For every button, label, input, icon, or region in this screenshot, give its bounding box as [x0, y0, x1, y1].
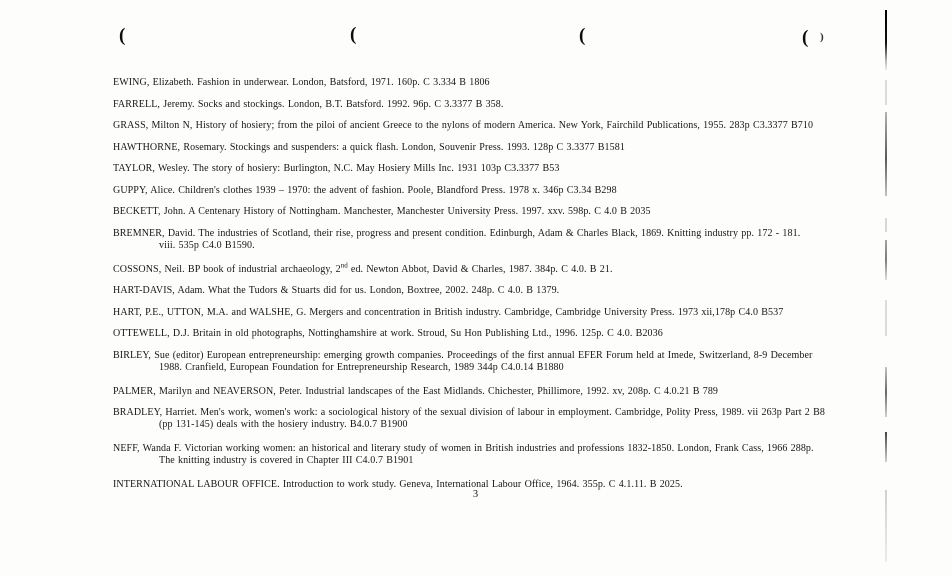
- entry-line: HAWTHORNE, Rosemary. Stockings and suspenders: a quick flash. London, Souvenir Press. 1993. 128p C 3.3377 B1581: [113, 141, 625, 153]
- bibliography-entry-palmer: [113, 386, 903, 398]
- entry-line: INTERNATIONAL LABOUR OFFICE. Introduction to work study. Geneva, International Labour Office, 1964. 355p. C 4.1.11. B 2025.: [113, 479, 683, 490]
- bibliography-entry-birley: [113, 350, 903, 374]
- bibliography-entry-taylor: [113, 163, 903, 175]
- entry-line: EWING, Elizabeth. Fashion in underwear. London, Batsford, 1971. 160p. C 3.334 B 1806: [113, 77, 490, 88]
- bibliography-entry-farrell: [113, 99, 903, 111]
- scan-paren-mark-2: (: [350, 24, 357, 45]
- bibliography-entry-ottewell: [113, 328, 903, 340]
- bibliography-entry-cossons: [113, 261, 903, 276]
- entry-line: PALMER, Marilyn and NEAVERSON, Peter. Industrial landscapes of the East Midlands. Chichester, Phillimore, 1992. xv, 208p. C 4.0.21 B 789: [113, 385, 719, 397]
- bibliography-list: [113, 77, 903, 501]
- entry-continuation-line: (pp 131-145) deals with the hosiery industry. B4.0.7 B1900: [159, 419, 408, 430]
- entry-line: BREMNER, David. The industries of Scotland, their rise, progress and present condition. Edinburgh, Adam & Charles Black, 1869. Knitting industry pp. 172 - 181.: [113, 227, 801, 239]
- entry-line: GRASS, Milton N, History of hosiery; from the piloi of ancient Greece to the nylons of modern America. New York, Fairchild Publications, 1955. 283p C3.3377 B710: [113, 120, 814, 131]
- scan-paren-mark-4: (: [802, 27, 809, 48]
- bibliography-entry-hawthorne: [113, 142, 903, 154]
- entry-line: [113, 261, 903, 276]
- ordinal-superscript: nd: [340, 261, 348, 270]
- entry-line: GUPPY, Alice. Children's clothes 1939 – 1970: the advent of fashion. Poole, Blandford Press. 1978 x. 346p C3.34 B298: [113, 184, 617, 196]
- entry-line: HART-DAVIS, Adam. What the Tudors & Stuarts did for us. London, Boxtree, 2002. 248p. C 4.0. B 1379.: [113, 285, 560, 296]
- page-edge-line-segment: [885, 10, 887, 70]
- bibliography-entry-beckett: [113, 206, 903, 218]
- bibliography-entry-grass: [113, 120, 903, 132]
- scan-paren-mark-3: (: [579, 25, 586, 46]
- entry-line: BRADLEY, Harriet. Men's work, women's work: a sociological history of the sexual division of labour in employment. Cambridge, Polity Press, 1989. vii 263p Part 2 B8: [113, 407, 825, 418]
- entry-continuation-line: The knitting industry is covered in Chapter III C4.0.7 B1901: [159, 455, 414, 466]
- scan-paren-mark-4b: ): [820, 31, 824, 43]
- scan-paren-mark-1: (: [119, 25, 126, 46]
- bibliography-entry-hart: [113, 307, 903, 319]
- page-number: 3: [472, 489, 479, 500]
- entry-continuation-line: viii. 535p C4.0 B1590.: [159, 239, 255, 251]
- bibliography-entry-hart-davis: [113, 285, 903, 297]
- entry-line: BECKETT, John. A Centenary History of Nottingham. Manchester, Manchester University Press. 1997. xxv. 598p. C 4.0 B 2035: [113, 206, 651, 217]
- entry-line: OTTEWELL, D.J. Britain in old photographs, Nottinghamshire at work. Stroud, Su Hon Publishing Ltd., 1996. 125p. C 4.0. B2036: [113, 328, 663, 339]
- bibliography-entry-ewing: [113, 77, 903, 89]
- entry-text-post: ed. Newton Abbot, David & Charles, 1987. 384p. C 4.0. B 21.: [347, 263, 613, 275]
- entry-line: FARRELL, Jeremy. Socks and stockings. London, B.T. Batsford. 1992. 96p. C 3.3377 B 358.: [113, 98, 504, 110]
- bibliography-entry-neff: [113, 443, 903, 467]
- entry-text-pre: COSSONS, Neil. BP book of industrial archaeology, 2: [113, 263, 341, 275]
- bibliography-entry-bremner: [113, 228, 903, 252]
- entry-line: HART, P.E., UTTON, M.A. and WALSHE, G. Mergers and concentration in British industry. Cambridge, Cambridge University Press. 1973 xii,178p C4.0 B537: [113, 306, 784, 318]
- entry-line: NEFF, Wanda F. Victorian working women: an historical and literary study of women in British industries and professions 1832-1850. London, Frank Cass, 1966 288p.: [113, 443, 814, 454]
- bibliography-entry-bradley: [113, 407, 903, 431]
- page-edge-line-segment: [885, 490, 887, 562]
- bibliography-entry-guppy: [113, 185, 903, 197]
- entry-line: TAYLOR, Wesley. The story of hosiery: Burlington, N.C. May Hosiery Mills Inc. 1931 103p C3.3377 B53: [113, 163, 560, 174]
- entry-continuation-line: 1988. Cranfield, European Foundation for Entrepreneurship Research, 1989 344p C4.0.14 B1880: [159, 361, 564, 373]
- entry-line: BIRLEY, Sue (editor) European entrepreneurship: emerging growth companies. Proceedings of the first annual EFER Forum held at Imede, Switzerland, 8-9 December: [113, 349, 813, 361]
